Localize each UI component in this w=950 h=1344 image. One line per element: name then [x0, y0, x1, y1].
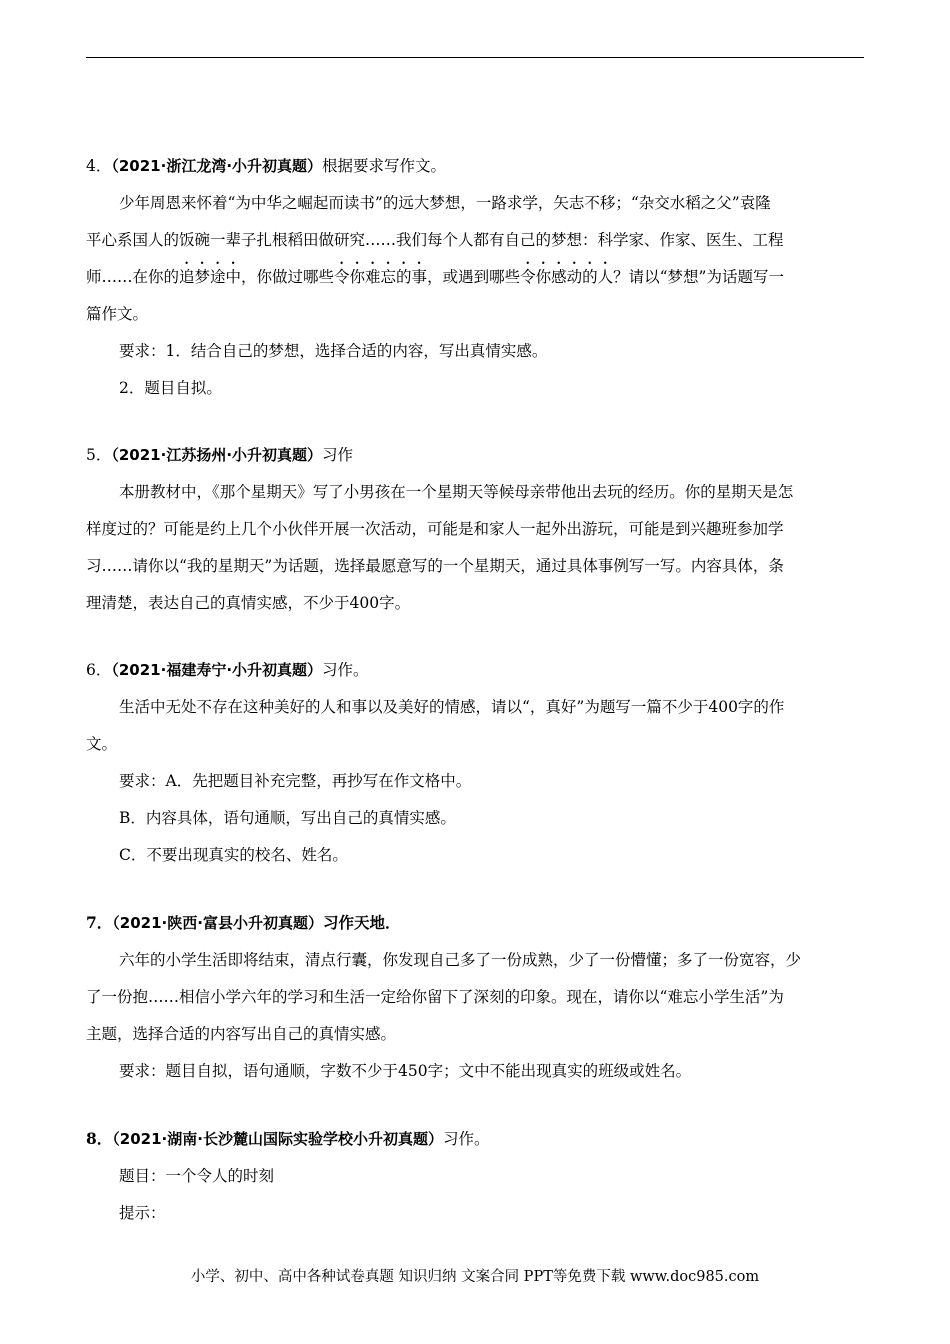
paragraph-line: 平心系国人的饭碗一辈子扎根稻田做研究……我们每个人都有自己的梦想：科学家、作家、医生、工程	[86, 231, 784, 249]
requirement-line: 要求：1．结合自己的梦想，选择合适的内容，写出真情实感。	[119, 342, 548, 360]
paragraph-line: 生活中无处不存在这种美好的人和事以及美好的情感，请以“，真好”为题写一篇不少于400字的作	[119, 698, 785, 716]
question-heading	[86, 1120, 866, 1158]
text-span: ？请以“梦想”为话题写一	[613, 268, 784, 286]
question-title: 习作。	[322, 661, 369, 679]
requirement-line: B．内容具体，语句通顺，写出自己的真情实感。	[119, 809, 456, 827]
requirement-line: C．不要出现真实的校名、姓名。	[119, 846, 348, 864]
header-rule	[86, 57, 864, 58]
question-number: 4．	[86, 157, 112, 175]
text-span: ，或遇到哪些	[427, 268, 521, 286]
requirement-line: 要求：题目自拟，语句通顺，字数不少于450字；文中不能出现真实的班级或姓名。	[119, 1062, 692, 1080]
paragraph-line: 主题，选择合适的内容写出自己的真情实感。	[86, 1025, 397, 1043]
paragraph-line: 少年周恩来怀着“为中华之崛起而读书”的远大梦想，一路求学，矢志不移；“杂交水稻之父”袁隆	[119, 194, 771, 212]
page-footer: 小学、初中、高中各种试卷真题 知识归纳 文案合同 PPT等免费下载 www.doc985.com	[190, 1269, 760, 1285]
paragraph-line: 习……请你以“我的星期天”为话题，选择最愿意写的一个星期天，通过具体事例写一写。内容具体，条	[86, 557, 784, 575]
question-4	[86, 148, 866, 407]
question-title: 习作。	[442, 1130, 490, 1148]
paragraph-line	[86, 259, 866, 296]
emphasized-text: 令你感动的人	[520, 268, 614, 286]
requirement-line: 要求：A．先把题目补充完整，再抄写在作文格中。	[119, 772, 472, 790]
question-title: 习作天地．	[322, 913, 401, 932]
paragraph-line: 六年的小学生活即将结束，清点行囊，你发现自己多了一份成熟，少了一份懵懂；多了一份宽容，少	[119, 951, 802, 969]
paragraph-line: 本册教材中，《那个星期天》写了小男孩在一个星期天等候母亲带他出去玩的经历。你的星期天是怎	[119, 483, 794, 501]
question-heading	[86, 148, 866, 185]
question-source: （2021·浙江龙湾·小升初真题）	[111, 157, 323, 175]
question-heading	[86, 437, 866, 474]
question-title: 习作	[322, 446, 354, 464]
document-body	[86, 148, 866, 1262]
paragraph-line: 了一份抱……相信小学六年的学习和生活一定给你留下了深刻的印象。现在，请你以“难忘小学生活”为	[86, 988, 784, 1006]
question-6	[86, 652, 866, 874]
paragraph-line: 提示：	[119, 1204, 166, 1222]
emphasized-text: 追梦途中	[179, 268, 242, 286]
requirement-line: 2．题目自拟。	[119, 379, 222, 397]
question-number: 5．	[86, 446, 112, 464]
question-5	[86, 437, 866, 622]
question-number: 6．	[86, 661, 112, 679]
question-heading	[86, 652, 866, 689]
question-source: （2021·福建寿宁·小升初真题）	[111, 661, 323, 679]
paragraph-line: 篇作文。	[86, 305, 149, 323]
question-number: 7．	[86, 913, 113, 932]
question-7	[86, 904, 866, 1090]
paragraph-line: 样度过的？可能是约上几个小伙伴开展一次活动，可能是和家人一起外出游玩，可能是到兴趣班参加学	[86, 520, 784, 538]
question-source: （2021·江苏扬州·小升初真题）	[111, 446, 323, 464]
question-source: （2021·湖南·长沙麓山国际实验学校小升初真题）	[112, 1130, 443, 1148]
question-8	[86, 1120, 866, 1232]
question-number: 8．	[86, 1129, 113, 1148]
emphasized-text: 令你难忘的事	[334, 268, 428, 286]
question-heading	[86, 904, 866, 942]
question-source: （2021·陕西·富县小升初真题）	[112, 914, 323, 932]
paragraph-line: 文。	[86, 735, 118, 753]
text-span: 师……在你的	[86, 268, 180, 286]
question-title: 根据要求写作文。	[322, 157, 447, 175]
paragraph-line: 题目：一个令人的时刻	[119, 1167, 275, 1185]
paragraph-line: 理清楚，表达自己的真情实感，不少于400字。	[86, 594, 411, 612]
text-span: ，你做过哪些	[241, 268, 335, 286]
